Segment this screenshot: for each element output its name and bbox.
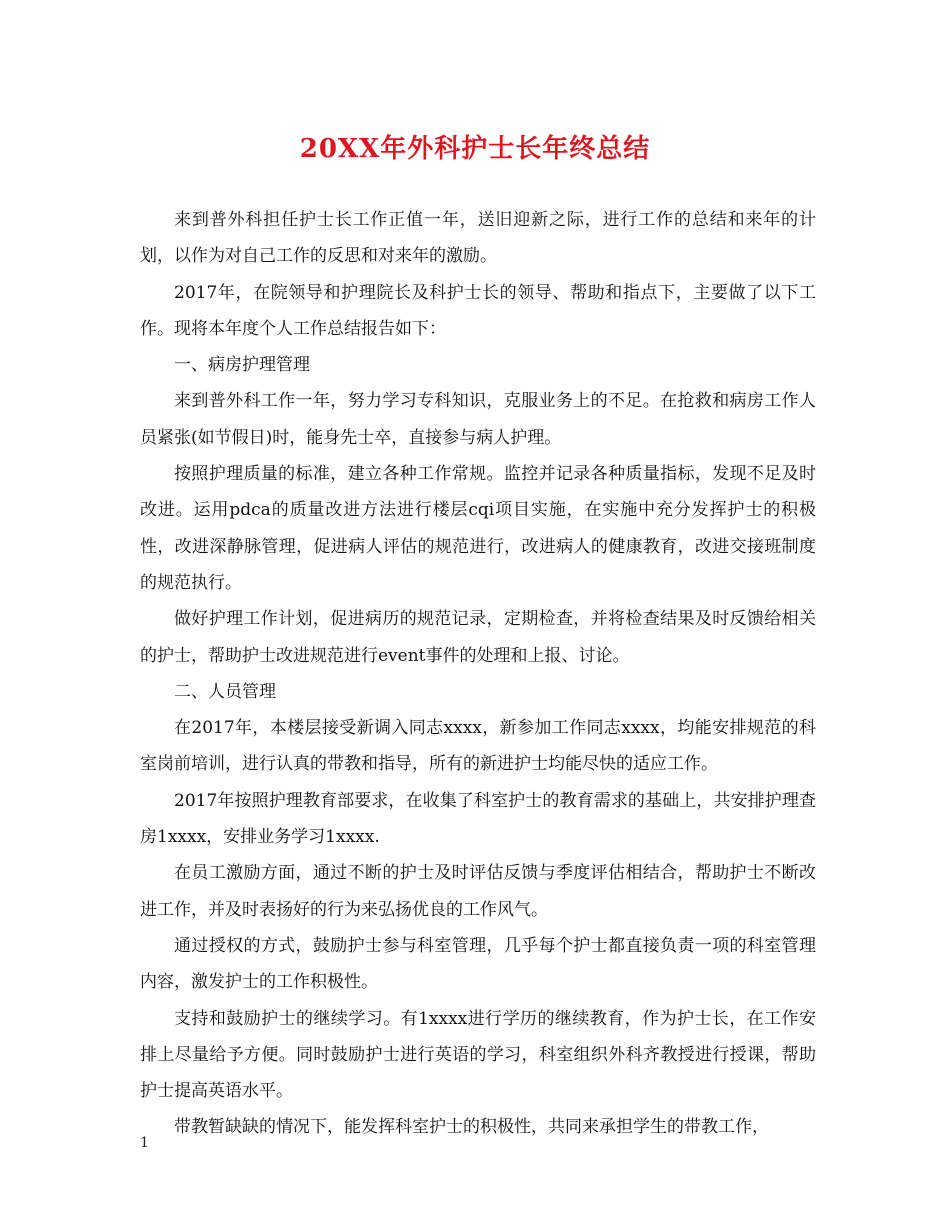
paragraph-ward-3: 做好护理工作计划，促进病历的规范记录，定期检查，并将检查结果及时反馈给相关的护士，帮助护士改进规范进行event事件的处理和上报、讨论。 <box>140 609 816 666</box>
paragraph-intro: 来到普外科担任护士长工作正值一年，送旧迎新之际，进行工作的总结和来年的计划，以作为对自己工作的反思和对来年的激励。 <box>140 210 816 267</box>
page-number: 1 <box>140 1135 149 1151</box>
section-heading-ward-management: 一、病房护理管理 <box>174 355 310 376</box>
paragraph-staff-2: 2017年按照护理教育部要求，在收集了科室护士的教育需求的基础上，共安排护理查房1xxxx，安排业务学习1xxxx. <box>140 790 816 848</box>
paragraph-staff-1: 在2017年，本楼层接受新调入同志xxxx，新参加工作同志xxxx，均能安排规范的科室岗前培训，进行认真的带教和指导，所有的新进护士均能尽快的适应工作。 <box>140 718 816 775</box>
paragraph-staff-4: 通过授权的方式，鼓励护士参与科室管理，几乎每个护士都直接负责一项的科室管理内容，激发护士的工作积极性。 <box>140 935 816 993</box>
paragraph-ward-2: 按照护理质量的标准，建立各种工作常规。监控并记录各种质量指标，发现不足及时改进。运用pdca的质量改进方法进行楼层cqi项目实施，在实施中充分发挥护士的积极性，改进深静脉管理，促进病人评估的规范进行，改进病人的健康教育，改进交接班制度的规范执行。 <box>140 464 816 593</box>
document-body <box>140 202 816 1146</box>
document-title: 20XX年外科护士长年终总结 <box>299 134 651 164</box>
paragraph-ward-1: 来到普外科工作一年，努力学习专科知识，克服业务上的不足。在抢救和病房工作人员紧张(如节假日)时，能身先士卒，直接参与病人护理。 <box>140 391 816 448</box>
section-heading-staff-management: 二、人员管理 <box>174 681 276 702</box>
paragraph-overview: 2017年，在院领导和护理院长及科护士长的领导、帮助和指点下，主要做了以下工作。现将本年度个人工作总结报告如下： <box>140 282 816 339</box>
paragraph-staff-3: 在员工激励方面，通过不断的护士及时评估反馈与季度评估相结合，帮助护士不断改进工作，并及时表扬好的行为来弘扬优良的工作风气。 <box>140 863 816 920</box>
paragraph-staff-6: 带教暂缺缺的情况下，能发挥科室护士的积极性，共同来承担学生的带教工作， <box>174 1117 769 1138</box>
paragraph-staff-5: 支持和鼓励护士的继续学习。有1xxxx进行学历的继续教育，作为护士长，在工作安排上尽量给予方便。同时鼓励护士进行英语的学习，科室组织外科齐教授进行授课，帮助护士提高英语水平。 <box>140 1008 816 1102</box>
